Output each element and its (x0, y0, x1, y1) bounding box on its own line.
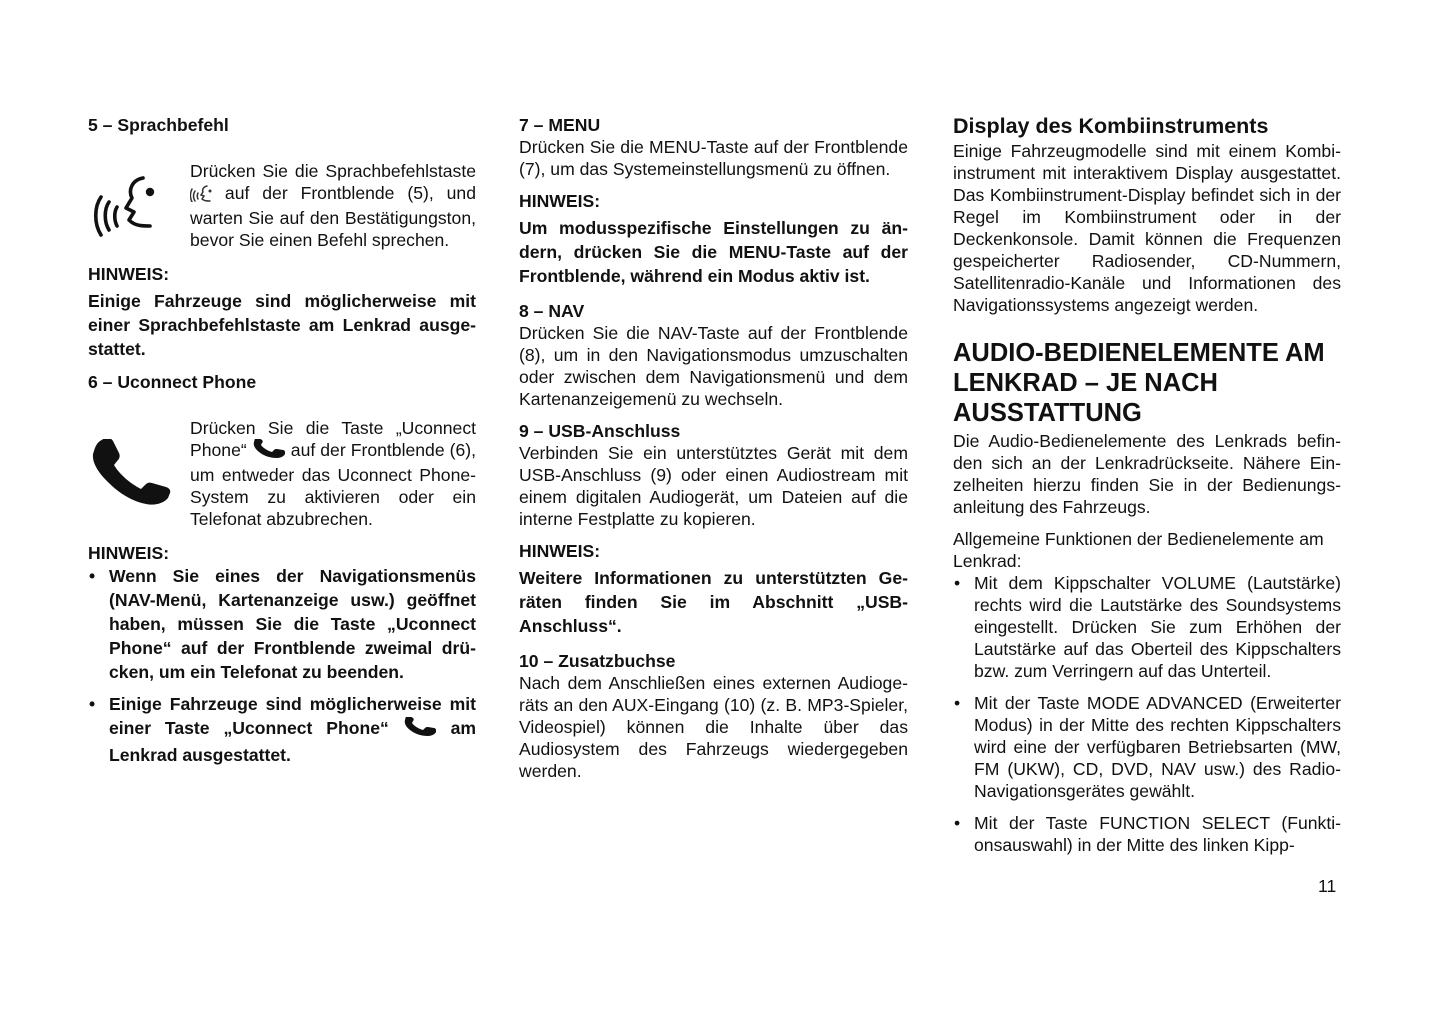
list-item (953, 572, 1341, 682)
note-text: Um modusspezifische Einstellungen zu ändern, drücken Sie die MENU-Taste auf der Frontblende, während ein Modus aktiv ist. (519, 218, 908, 286)
phone-icon (88, 417, 190, 530)
section-text-nav: Drücken Sie die NAV-Taste auf der Frontblende (8), um in den Navigationsmodus umzuschalten oder zwischen dem Navigationsmenü und dem Kartenanzeigemenü zu wechseln. (519, 323, 908, 409)
note-label: HINWEIS: (88, 543, 170, 563)
voice-command-inline-icon (190, 184, 212, 207)
bullet-text-b: am Lenkrad ausgestattet. (109, 718, 477, 765)
uconnect-phone-block (88, 417, 476, 530)
section-text-usb: Verbinden Sie ein unterstütztes Gerät mit dem USB-Anschluss (9) oder einen Audiostream mit einem digitalen Audiogerät, um Dateien auf die interne Festplatte zu kopieren. (519, 443, 908, 529)
column-right (953, 114, 1341, 856)
note-label: HINWEIS: (519, 541, 601, 561)
phone-inline-icon (403, 717, 437, 743)
note-label: HINWEIS: (519, 191, 601, 211)
bullet-text: Mit der Taste FUNCTION SELECT (Funktionsauswahl) in der Mitte des linken Kipp- (974, 813, 1341, 855)
bullet-text: Mit dem Kippschalter VOLUME (Lautstärke) rechts wird die Lautstärke des Soundsystems eingestellt. Drücken Sie zum Erhöhen der Lautstärke auf das Oberteil des Kippschalters bzw. zum Verringern auf das Unterteil. (974, 573, 1341, 681)
list-item (953, 812, 1341, 856)
display-text: Einige Fahrzeugmodelle sind mit einem Kombiinstrument mit interaktivem Display ausgestattet. Das Kombiinstrument-Display befindet sich in der Regel im Kombiinstrument oder in der Deckenkonsole. Damit können die Frequenzen gespeicherter Radiosender, CD-Nummern, Satellitenradio-Kanäle und Informationen des Navigationssystems angezeigt werden. (953, 141, 1341, 315)
list-item (953, 692, 1341, 802)
bullet-text: Wenn Sie eines der Navigationsmenüs (NAV-Menü, Kartenanzeige usw.) geöffnet haben, müssen Sie die Taste „Uconnect Phone“ auf der Frontblende zweimal drücken, um ein Telefonat zu beenden. (109, 566, 476, 682)
column-middle (519, 114, 908, 782)
note-text: Einige Fahrzeuge sind möglicherweise mit einer Sprachbefehlstaste am Lenkrad ausgestattet. (88, 291, 476, 359)
voice-command-text-a: Drücken Sie die Sprachbefehlstaste (190, 161, 476, 181)
note-bullet-list (88, 564, 476, 767)
section-heading-voice-command: 5 – Sprachbefehl (88, 115, 229, 135)
voice-command-block (88, 160, 476, 251)
voice-command-text-b: auf der Frontblende (5), und warten Sie auf den Bestätigungston, bevor Sie einen Befehl sprechen. (190, 183, 476, 250)
audio-controls-text: Die Audio-Bedienelemente des Lenkrads befinden sich an der Lenkradrückseite. Nähere Einzelheiten hierzu finden Sie in der Bedienungsanleitung des Fahrzeugs. (953, 431, 1341, 517)
list-item (88, 692, 476, 767)
uconnect-phone-text-a: Drücken Sie die Taste „Uconnect Phone“ (190, 418, 476, 460)
audio-controls-heading: AUDIO-BEDIENELEMENTE AM LENKRAD – JE NACH AUSSTATTUNG (953, 339, 1325, 427)
section-heading-nav: 8 – NAV (519, 301, 585, 321)
section-heading-usb: 9 – USB-Anschluss (519, 421, 681, 441)
section-heading-aux: 10 – Zusatzbuchse (519, 651, 676, 671)
voice-command-icon (88, 160, 190, 251)
section-text-menu: Drücken Sie die MENU-Taste auf der Frontblende (7), um das Systemeinstellungsmenü zu öffnen. (519, 137, 908, 179)
bullet-text-a: Einige Fahrzeuge sind möglicherweise mit einer Taste „Uconnect Phone“ (109, 694, 476, 738)
functions-intro: Allgemeine Funktionen der Bedienelemente am Lenkrad: (953, 529, 1324, 571)
column-left (88, 114, 476, 767)
note-label: HINWEIS: (88, 264, 170, 284)
bullet-text: Mit der Taste MODE ADVANCED (Erweiterter Modus) in der Mitte des rechten Kippschalters wird eine der verfügbaren Betriebsarten (MW, FM (UKW), CD, DVD, NAV usw.) des Radio-Navigationsgerätes gewählt. (974, 693, 1341, 801)
phone-inline-icon (252, 439, 286, 464)
section-heading-uconnect-phone: 6 – Uconnect Phone (88, 372, 257, 392)
list-item (88, 564, 476, 684)
note-text: Weitere Informationen zu unterstützten Geräten finden Sie im Abschnitt „USB-Anschluss“. (519, 568, 908, 636)
uconnect-phone-text-b: auf der Frontblende (6), um entweder das Uconnect Phone-System zu aktivieren oder ein Telefonat abzubrechen. (190, 440, 477, 529)
display-heading: Display des Kombiinstruments (953, 114, 1269, 138)
functions-bullet-list (953, 572, 1341, 856)
section-heading-menu: 7 – MENU (519, 115, 601, 135)
page-number: 11 (1318, 876, 1337, 896)
section-text-aux: Nach dem Anschließen eines externen Audiogeräts an den AUX-Eingang (10) (z. B. MP3-Spieler, Videospiel) können die Inhalte über das Audiosystem des Fahrzeugs wiedergegeben werden. (519, 673, 908, 781)
